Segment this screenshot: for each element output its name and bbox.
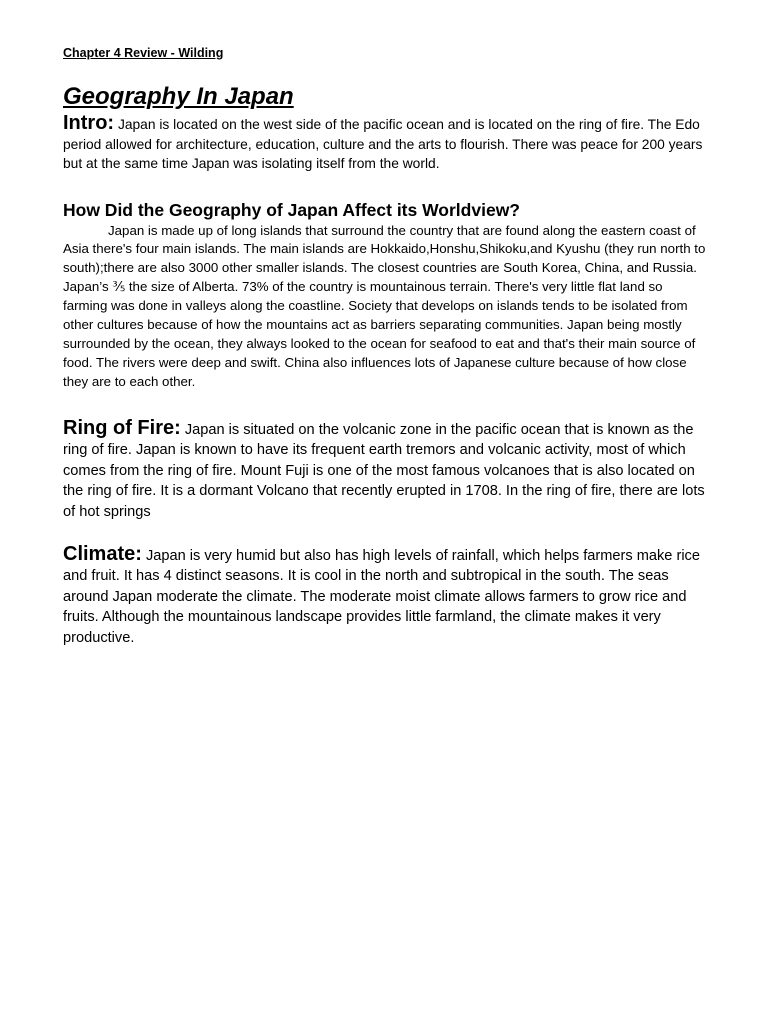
climate-paragraph [63,544,708,649]
intro-text: Japan is located on the west side of the pacific ocean and is located on the ring of fire. The Edo period allowed for architecture, education, culture and the arts to flourish. There was peace for 200 years but at the same time Japan was isolating itself from the world. [63,117,703,171]
climate-label: Climate: [63,542,142,565]
intro-label: Intro: [63,112,115,134]
ring-of-fire-text: Japan is situated on the volcanic zone in the pacific ocean that is known as the ring of fire. Japan is known to have its frequent earth tremors and volcanic activity, most of which comes from the ring of fire. Mount Fuji is one of the most famous volcanoes that is also located on the ring of fire. It is a dormant Volcano that recently erupted in 1708. In the ring of fire, there are lots of hot springs [63,421,705,521]
worldview-paragraph: Japan is made up of long islands that surround the country that are found along the eastern coast of Asia there's four main islands. The main islands are Hokkaido,Honshu,Shikoku,and Kyushu (they run north to south);there are also 3000 other smaller islands. The closest countries are South Korea, China, and Russia. Japan’s ⅗ the size of Alberta. 73% of the country is mountainous terrain. There's very little flat land so farming was done in valleys along the coastline. Society that develops on islands tends to be isolated from other cultures because of how the mountains act as barriers separating communities. Japan being mostly surrounded by the ocean, they always looked to the ocean for seafood to eat and that's their main source of food. The rivers were deep and swift. China also influences lots of Japanese culture because of how close they are to each other. [63,222,706,389]
intro-paragraph [63,114,708,174]
ring-of-fire-paragraph [63,418,708,523]
page-title: Geography In Japan [63,83,294,110]
document-header: Chapter 4 Review - Wilding [63,46,224,60]
worldview-heading: How Did the Geography of Japan Affect its Worldview? [63,199,520,220]
ring-of-fire-label: Ring of Fire: [63,416,181,439]
climate-text: Japan is very humid but also has high levels of rainfall, which helps farmers make rice and fruit. It has 4 distinct seasons. It is cool in the north and subtropical in the south. The seas around Japan moderate the climate. The moderate moist climate allows farmers to grow rice and fruits. Although the mountainous landscape provides little farmland, the climate makes it very productive. [63,547,700,646]
document-page [63,44,708,649]
